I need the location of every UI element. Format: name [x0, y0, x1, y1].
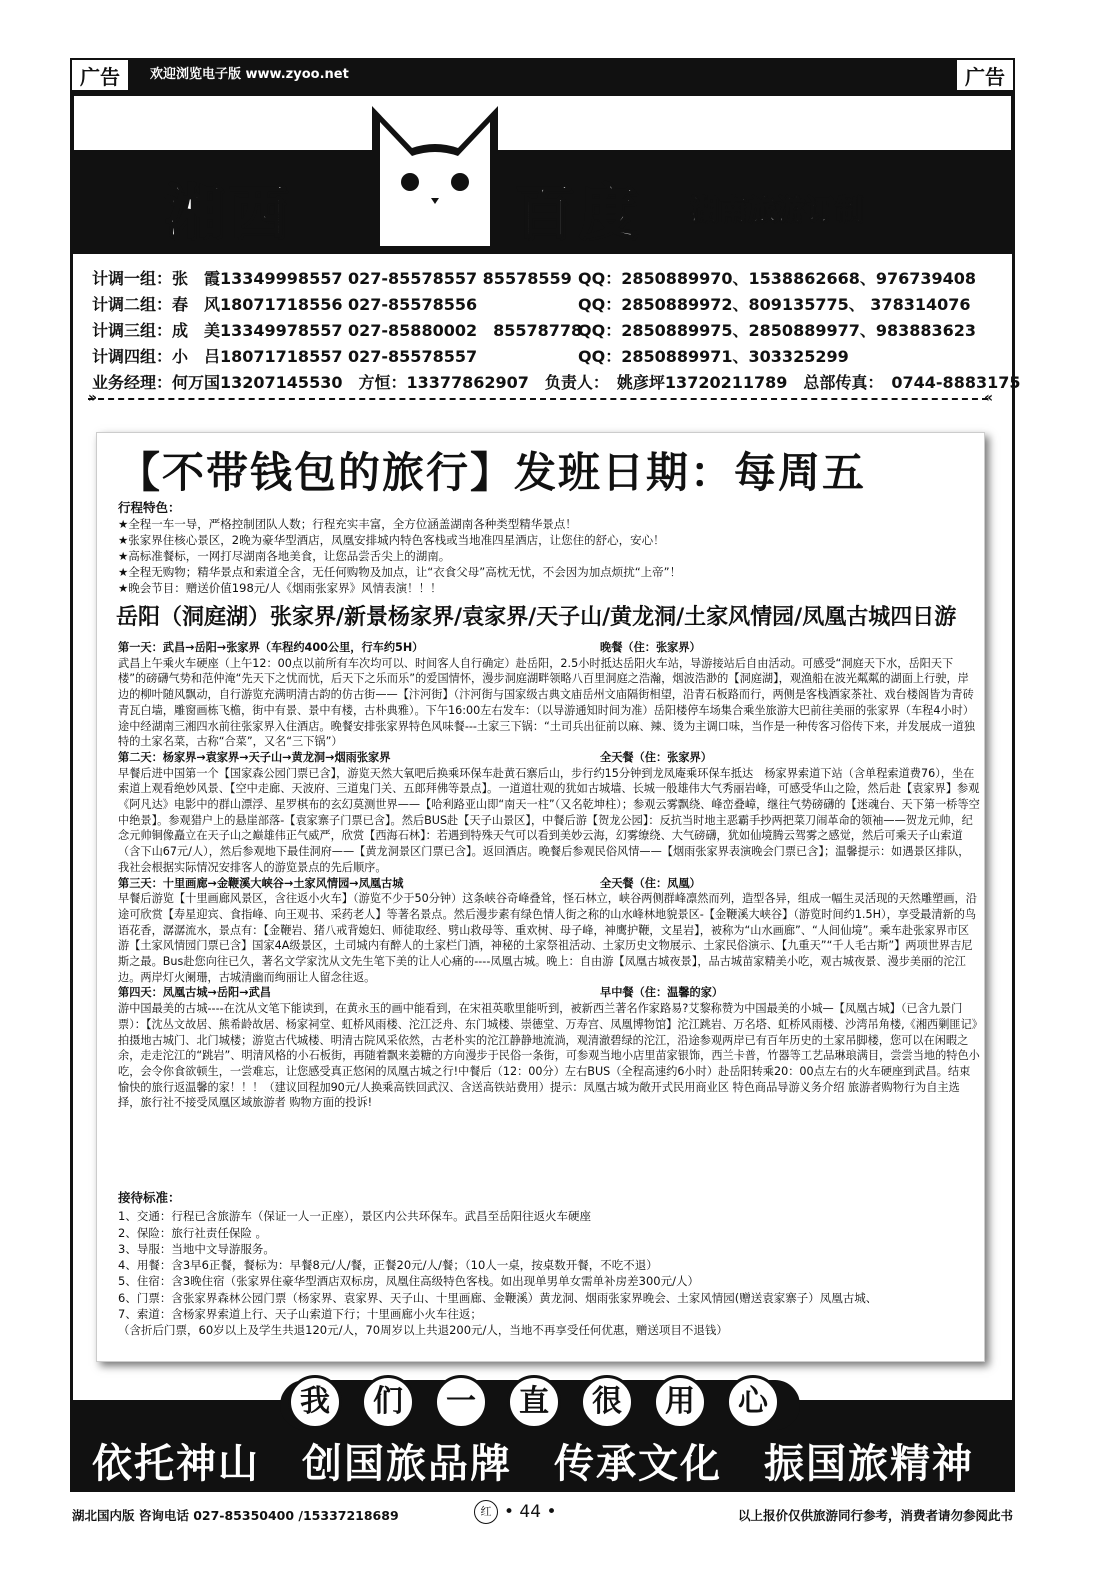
contact-row: [92, 318, 1012, 344]
day-description: 游中国最美的古城----在沈从文笔下能读到，在黄永玉的画中能看到，在宋祖英歌里能听到，被新西兰著名作家路易?艾黎称赞为中国最美的小城—【凤凰古城】（已含九景门票）：【沈丛文故居、熊希龄故居、杨家祠堂、虹桥风雨楼、沱江泛舟、东门城楼、崇德堂、万寿宫、凤凰博物馆】沱江跳岩、万名塔、虹桥风雨楼、沙湾吊角楼,《湘西剿匪记》拍摄地古城门、北门城楼；游览古代城楼、明清古院风采依然，古老朴实的沱江静静地流淌，观清澈碧绿的沱江，沿途参观两岸已有百年历史的土家吊脚楼，您可以在闲暇之余，走走沱江的“跳岩”、明清风格的小石板街，再随着飘来姜糖的方向漫步于民俗一条街，可参观当地小店里苗家银饰，西兰卡普，竹器等工艺品琳琅满目，尝尝当地的特色小吃，会令你食欲顿生，一尝难忘，让您感受真正悠闲的凤凰古城之行!中餐后（12：00分）左右BUS（全程高速约6小时）赴岳阳转乘20：00点左右的火车硬座到武昌。结束愉快的旅行返温馨的家！！！（建议回程加90元/人换乘高铁回武汉、含送高铁站费用）提示：凤凰古城为敞开式民用商业区 特色商品导游义务介绍 旅游者购物行为自主选择，旅行社不接受凤凰区域旅游者 购物方面的投诉!: [118, 1002, 980, 1110]
divider-right-mark: «: [984, 390, 994, 406]
day-description: 早餐后进中国第一个【国家森公园门票已含】，游览天然大氧吧后换乘环保车赴黄石寨后山，步行约15分钟到龙凤庵乘环保车抵达 杨家界索道下站（含单程索道费76），坐在索道上观看绝妙风景、【空中走廊、天波府、三道鬼门关、五郎拜佛等景点】。一道道壮观的犹如古城墙、长城一般雄伟大气秀丽岩峰，可感受华山之险，然后赴【袁家界】参观《阿凡达》电影中的群山漂浮、星罗棋布的玄幻莫测世界——【哈利路亚山即“南天一柱”（又名乾坤柱）；参观云雾飘绕、峰峦叠嶂，继往气势磅礴的【迷魂台、天下第一桥等空中绝景】。参观猎户上的悬崖部落-【袁家寨子门票已含】。然后BUS赴【天子山景区】，中餐后游【贺龙公园】：反抗当时地主恶霸手抄两把菜刀闹革命的领袖——贺龙元帅，纪念元帅铜像矗立在天子山之巅雄伟正气威严，欣赏【西海石林】：若遇到特殊天气可以看到美妙云海，幻雾缭绕、大气磅礴，犹如仙境腾云驾雾之感觉，然后可乘天子山索道（含下山67元/人），然后参观地下最佳洞府——【黄龙洞景区门票已含】。返回酒店。晚餐后参观民俗风情——【烟雨张家界表演晚会门票已含】；温馨提示：如遇景区排队，我社会根据实际情况安排客人的游览景点的先后顺序。: [118, 766, 980, 874]
feature-list: [118, 500, 978, 596]
contact-phone: 027-85880002 85578778: [348, 321, 583, 340]
ad-tag-left: 广告: [70, 58, 130, 92]
standard-item: 5、住宿：含3晚住宿（张家界住豪华型酒店双标房，凤凰住高级特色客栈。如出现单男单女需单补房差300元/人）: [118, 1274, 699, 1289]
day-description: 武昌上午乘火车硬座（上午12：00点以前所有车次均可以、时间客人自行确定）赴岳阳，2.5小时抵达岳阳火车站，导游接站后自由活动。可感受“洞庭天下水，岳阳天下楼”的磅礴气势和范仲淹“先天下之忧而忧，后天下之乐而乐”的爱国情怀，漫步洞庭湖畔领略八百里洞庭之浩瀚，烟波浩渺的【洞庭湖】，观渔船在波光粼粼的湖面上行驶，岸边的柳叶随风飘动，自行游览充满明清古韵的仿古街——【汴河街】（汴河街与国家级古典文庙岳州文庙隔街相望，沿青石板路而行，两侧是客栈酒家茶社、戏台楼阁皆为青砖青瓦白墙，雕窗画栋飞檐，街中有景、景中有楼，古朴典雅）。下午16:00左右发车：（以导游通知时间为准）岳阳楼停车场集合乘坐旅游大巴前往美丽的张家界（车程4小时）途中经湖南三湘四水前往张家界入住酒店。晚餐安排张家界特色风味餐---土家三下锅：“土司兵出征前以麻、辣、烫为主调口味，当作是一种传客习俗传下来，并发展成一道独特的土家名菜，古称“合菜”，又名“三下锅”）: [118, 656, 975, 749]
slogan-char: 直: [507, 1375, 561, 1429]
page-footer: [70, 1498, 1015, 1528]
contact-list: [92, 266, 1021, 396]
slogan-char: 们: [361, 1375, 415, 1429]
contact-row: [92, 292, 1012, 318]
welcome-text[interactable]: 欢迎浏览电子版 www.zyoo.net: [150, 67, 349, 82]
day-heading: [118, 750, 980, 766]
contact-group: 计调三组：成 美13349978557: [92, 321, 343, 340]
standard-item: 6、门票：含张家界森林公园门票（杨家界、袁家界、天子山、十里画廊、金鞭溪）黄龙洞、烟雨张家界晚会、土家风情园(赠送袁家寨子）凤凰古城、: [118, 1290, 878, 1305]
contact-qq: QQ：2850889975、2850889977、983883623: [578, 321, 977, 340]
standards-heading: 接待标准：: [118, 1190, 181, 1205]
day-route: 第一天：武昌→岳阳→张家界（车程约400公里，行车约5H）: [118, 641, 424, 654]
footer-edition: 湖北国内版 咨询电话 027-85350400 /15337218689: [72, 1508, 399, 1523]
contact-row: [92, 266, 1012, 292]
footer-disclaimer: 以上报价仅供旅游同行参考，消费者请勿参阅此书: [737, 1508, 1013, 1523]
ad-tag-right: 广告: [955, 58, 1015, 92]
footer-page: [474, 1500, 557, 1524]
day-heading: [118, 640, 980, 656]
slogan-char: 一: [434, 1375, 488, 1429]
brand-subtitle: 湖南旅游订制: [690, 193, 865, 226]
feature-item: ★高标准餐标，一网打尽湖南各地美食，让您品尝舌尖上的湖南。: [118, 549, 451, 563]
standard-item: 2、保险：旅行社责任保险 。: [118, 1225, 267, 1240]
tour-title: 【不带钱包的旅行】发班日期：每周五: [118, 448, 867, 497]
page-number: • 44 •: [504, 1502, 557, 1522]
divider-left-mark: »: [88, 390, 98, 406]
day-heading: [118, 876, 980, 892]
contact-group: 计调一组：张 霞13349998557: [92, 269, 343, 288]
day-heading: [118, 985, 980, 1001]
day-meal: 早中餐（住：温馨的家）: [600, 986, 724, 1000]
slogan-char: 心: [726, 1375, 780, 1429]
contact-row: [92, 344, 1012, 370]
company-motto: 依托神山 创国旅品牌 传承文化 振国旅精神: [92, 1440, 974, 1487]
day-route: 第三天：十里画廊→金鞭溪大峡谷→土家风情园→凤凰古城: [118, 876, 404, 890]
feature-item: ★张家界住核心景区，2晚为豪华型酒店，凤凰安排城内特色客栈或当地准四星酒店，让您住的舒心，安心！: [118, 533, 665, 547]
cat-logo-icon: [360, 96, 510, 246]
feature-item: ★全程无购物；精华景点和索道全含，无任何购物及加点，让“衣食父母”高枕无忧，不会因为加点烦扰“上帝”！: [118, 565, 682, 579]
slogan-char: 很: [580, 1375, 634, 1429]
contact-qq: QQ：2850889972、809135775、 378314076: [578, 295, 971, 314]
itinerary: [118, 640, 980, 1111]
brand-name-right: 百度: [515, 178, 644, 246]
manager-row: [92, 370, 1021, 396]
day-meal: 全天餐（住：张家界）: [600, 750, 712, 764]
edition-badge-icon: 红: [474, 1500, 498, 1524]
day-route: 第四天：凤凰古城→岳阳→武昌: [118, 986, 271, 1000]
slogan-char: 我: [288, 1375, 342, 1429]
manager-line: 业务经理：何万国13207145530 方恒：13377862907 负责人： 姚彦坪13720211789 总部传真： 0744-8883175: [92, 373, 1021, 392]
contact-phone: 027-85578557: [348, 347, 478, 366]
route-title: 岳阳（洞庭湖）张家界/新景杨家界/袁家界/天子山/黄龙洞/土家风情园/凤凰古城四日游: [116, 605, 957, 630]
feature-item: ★晚会节目：赠送价值198元/人《烟雨张家界》风情表演！！！: [118, 581, 442, 595]
dashed-divider: [88, 398, 988, 400]
service-standards: [118, 1190, 980, 1339]
standard-item: 3、导服：当地中文导游服务。: [118, 1241, 275, 1256]
brand-name-left: 湘西: [165, 178, 294, 246]
day-meal: 全天餐（住：凤凰）: [600, 876, 701, 890]
feature-heading: 行程特色：: [118, 500, 181, 515]
contact-qq: QQ：2850889970、1538862668、976739408: [578, 269, 977, 288]
contact-phone: 027-85578557 85578559: [348, 269, 572, 288]
standard-item: 4、用餐：含3早6正餐，餐标为：早餐8元/人/餐，正餐20元/人/餐；（10人一桌，按桌数开餐，不吃不退）: [118, 1258, 658, 1273]
day-route: 第二天：杨家界→袁家界→天子山→黄龙洞→烟雨张家界: [118, 750, 391, 764]
slogan-char: 用: [653, 1375, 707, 1429]
day-meal: 晚餐（住：张家界）: [600, 641, 701, 654]
contact-qq: QQ：2850889971、303325299: [578, 347, 849, 366]
standard-item: （含折后门票，60岁以上及学生共退120元/人，70周岁以上共退200元/人，当地不再享受任何优惠，赠送项目不退钱）: [118, 1323, 728, 1338]
feature-item: ★全程一车一导，严格控制团队人数；行程充实丰富，全方位涵盖湖南各种类型精华景点！: [118, 517, 577, 531]
contact-phone: 027-85578556: [348, 295, 478, 314]
day-description: 早餐后游览【十里画廊风景区，含往返小火车】（游览不少于50分钟）这条峡谷奇峰叠耸，怪石林立，峡谷两侧群峰凛然而列，造型各异，组成一幅生灵活现的天然雕塑画，沿途可欣赏【寿星迎宾、食指峰、向王观书、采药老人】等著名景点。然后漫步素有绿色情人街之称的山水峰林地貌景区-【金鞭溪大峡谷】（游览时间约1.5H），享受最清新的鸟语花香，潺潺流水，景点有：【金鞭岩、猪八戒背媳妇、师徒取经、劈山救母等、重欢树、母子峰，神鹰护鞭，文星岩】，被称为“山水画廊”、“人间仙境”。乘车赴张家界市区游【土家风情园门票已含】国家4A级景区，土司城内有醉人的土家栏门酒，神秘的土家祭祖活动、土家历史文物展示、土家民俗演示、【九重天”“千人毛古斯”】两项世界吉尼斯之最。Bus赴您向往已久，著名文学家沈从文先生笔下美的让人心痛的----凤凰古城。晚上：自由游【凤凰古城夜景】，品古城苗家精美小吃，观古城夜景、漫步美丽的沱江边。两岸灯火阑珊，古城清幽而绚丽让人留念往返。: [118, 892, 977, 984]
contact-group: 计调四组：小 吕18071718557: [92, 347, 343, 366]
standard-item: 7、索道：含杨家界索道上行、天子山索道下行；十里画廊小火车往返；: [118, 1307, 482, 1322]
contact-group: 计调二组：春 风18071718556: [92, 295, 343, 314]
standard-item: 1、交通：行程已含旅游车（保证一人一正座），景区内公共环保车。武昌至岳阳往返火车硬座: [118, 1209, 592, 1224]
